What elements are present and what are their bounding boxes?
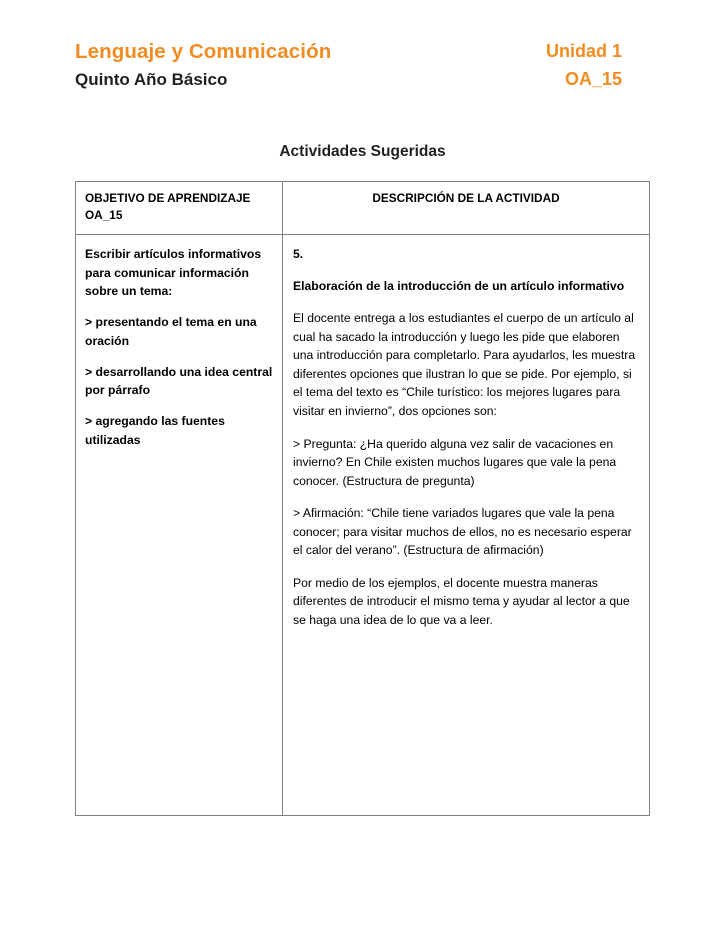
grade-level: Quinto Año Básico xyxy=(75,69,228,89)
activity-heading: Elaboración de la introducción de un artículo informativo xyxy=(293,278,625,293)
objective-cell xyxy=(76,235,283,816)
activity-number: 5. xyxy=(293,247,304,262)
table-header-row xyxy=(76,182,650,235)
activity-paragraph-1: El docente entrega a los estudiantes el cuerpo de un artículo al cual ha sacado la introducción y luego les pide que elaboren una introducción para completarlo. Para ayudarlos, les muestra diferentes opciones que ilustran lo que se pide. Por ejemplo, si el tema del texto es “Chile turístico: los mejores lugares para visitar en invierno”, dos opciones son: xyxy=(293,311,636,418)
header-description: DESCRIPCIÓN DE LA ACTIVIDAD xyxy=(283,182,650,235)
document-header xyxy=(75,40,650,90)
objective-bullet-3: > agregando las fuentes utilizadas xyxy=(85,414,225,447)
activity-paragraph-4: Por medio de los ejemplos, el docente muestra maneras diferentes de introducir el mismo tema y ayudar al lector a que se haga una idea de lo que va a leer. xyxy=(293,575,630,627)
subject-title: Lenguaje y Comunicación xyxy=(75,40,332,63)
activity-paragraph-3: > Afirmación: “Chile tiene variados lugares que vale la pena conocer; para visitar muchos de ellos, no es necesario esperar el calor del verano”. (Estructura de afirmación) xyxy=(293,506,632,558)
page-title: Actividades Sugeridas xyxy=(279,143,446,161)
description-cell xyxy=(283,235,650,816)
activities-table xyxy=(75,181,650,816)
header-objective: OBJETIVO DE APRENDIZAJE OA_15 xyxy=(76,182,283,235)
table-row xyxy=(76,235,650,816)
activity-paragraph-2: > Pregunta: ¿Ha querido alguna vez salir de vacaciones en invierno? En Chile existen muchos lugares que vale la pena conocer. (Estructura de pregunta) xyxy=(293,436,617,488)
objective-bullet-1: > presentando el tema en una oración xyxy=(85,315,257,348)
objective-lead: Escribir artículos informativos para comunicar información sobre un tema: xyxy=(85,247,262,298)
unit-label: Unidad 1 xyxy=(545,41,622,61)
objective-bullet-2: > desarrollando una idea central por párrafo xyxy=(85,364,273,398)
header-right xyxy=(546,40,650,90)
header-left xyxy=(75,40,331,90)
oa-code-label: OA_15 xyxy=(564,68,622,89)
